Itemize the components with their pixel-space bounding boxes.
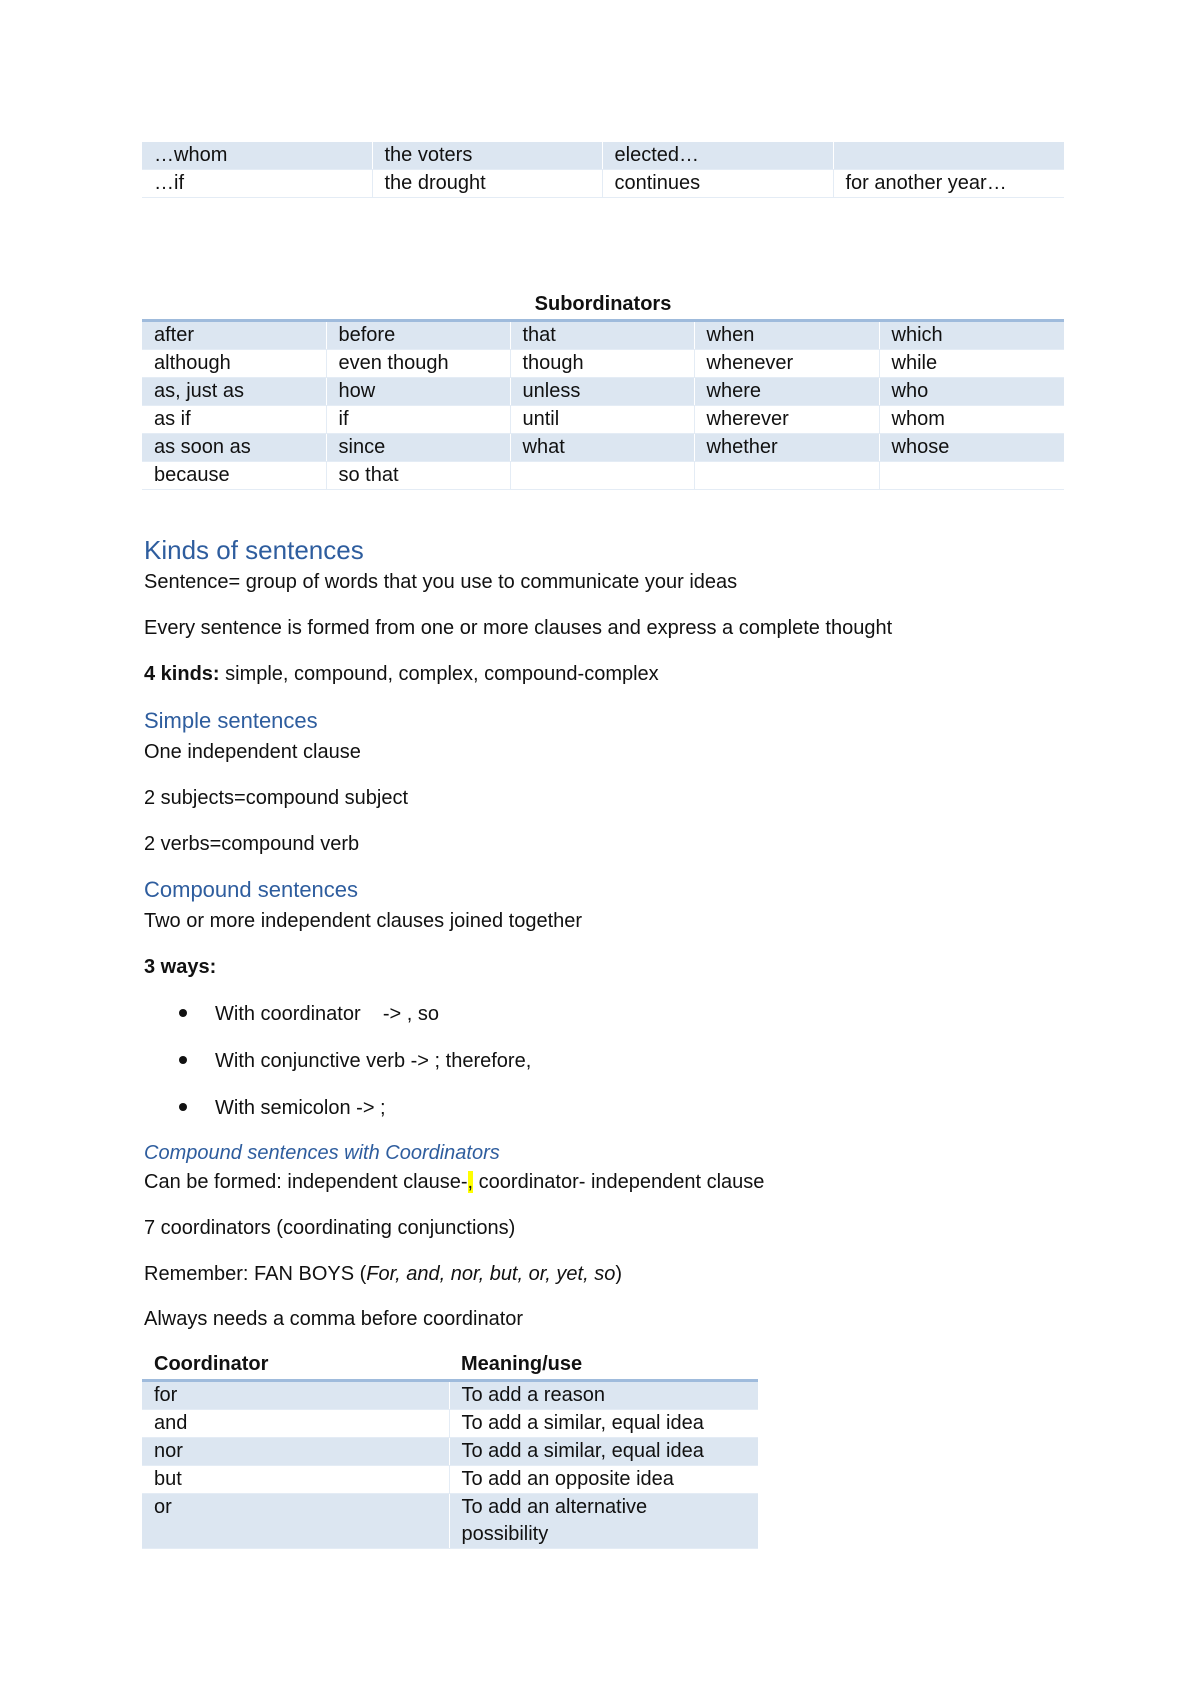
table-cell: To add a similar, equal idea (449, 1438, 758, 1466)
list-item (179, 1000, 439, 1028)
table-cell: while (879, 350, 1064, 378)
bullet-text: With coordinator -> , so (215, 1003, 439, 1025)
compound-coord-paragraph-4: Always needs a comma before coordinator (144, 1308, 524, 1330)
text-span: coordinator- independent clause (473, 1171, 765, 1193)
simple-heading: Simple sentences (144, 708, 318, 733)
table-cell: even though (326, 350, 510, 378)
clause-example-table (142, 142, 1064, 198)
coordinator-table (142, 1351, 758, 1549)
table-cell: To add an opposite idea (449, 1466, 758, 1494)
compound-heading: Compound sentences (144, 877, 359, 902)
table-cell: To add a similar, equal idea (449, 1410, 758, 1438)
table-row (142, 321, 1064, 350)
table-cell: as, just as (142, 378, 326, 406)
table-cell: but (142, 1466, 449, 1494)
compound-paragraph-1: Two or more independent clauses joined together (144, 910, 583, 932)
table-cell (879, 462, 1064, 490)
bullet-icon (179, 1103, 187, 1111)
subordinators-caption: Subordinators (534, 293, 672, 315)
table-cell: so that (326, 462, 510, 490)
table-row (142, 170, 1064, 198)
text-span: Remember: FAN BOYS ( (144, 1263, 367, 1285)
text-span: Can be formed: independent clause- (144, 1171, 468, 1193)
table-cell: as if (142, 406, 326, 434)
table-cell (833, 142, 1064, 170)
kinds-label: 4 kinds: (144, 663, 220, 685)
table-cell: To add a reason (449, 1381, 758, 1410)
compound-coord-paragraph-2: 7 coordinators (coordinating conjunctions) (144, 1217, 516, 1239)
table-cell: for another year… (833, 170, 1064, 198)
table-cell: whether (694, 434, 879, 462)
table-cell (694, 462, 879, 490)
compound-coord-paragraph-3 (144, 1260, 622, 1288)
table-cell: To add an alternative possibility (449, 1494, 758, 1549)
table-cell: …whom (142, 142, 372, 170)
table-cell: because (142, 462, 326, 490)
table-cell: though (510, 350, 694, 378)
subordinators-table (142, 319, 1064, 490)
table-cell (510, 462, 694, 490)
table-row (142, 1381, 758, 1410)
kinds-heading: Kinds of sentences (144, 535, 364, 565)
column-header: Coordinator (142, 1351, 449, 1381)
kinds-paragraph-2: Every sentence is formed from one or more clauses and express a complete thought (144, 617, 893, 639)
table-row (142, 1466, 758, 1494)
table-cell: where (694, 378, 879, 406)
table-cell: until (510, 406, 694, 434)
table-cell: whose (879, 434, 1064, 462)
table-cell: elected… (602, 142, 833, 170)
table-header-row (142, 1351, 758, 1381)
table-cell: what (510, 434, 694, 462)
compound-coord-heading: Compound sentences with Coordinators (144, 1142, 500, 1164)
table-cell: as soon as (142, 434, 326, 462)
table-row (142, 1410, 758, 1438)
table-cell: wherever (694, 406, 879, 434)
table-cell: for (142, 1381, 449, 1410)
table-row (142, 406, 1064, 434)
table-row (142, 378, 1064, 406)
table-cell: and (142, 1410, 449, 1438)
list-item (179, 1047, 531, 1075)
table-cell: since (326, 434, 510, 462)
compound-ways-label: 3 ways: (144, 956, 217, 978)
text-span: ) (615, 1263, 622, 1285)
kinds-paragraph-1: Sentence= group of words that you use to communicate your ideas (144, 571, 738, 593)
table-row (142, 1438, 758, 1466)
bullet-text: With semicolon -> ; (215, 1097, 386, 1119)
table-cell: …if (142, 170, 372, 198)
list-item (179, 1094, 386, 1122)
table-cell: after (142, 321, 326, 350)
kinds-list: simple, compound, complex, compound-complex (219, 663, 659, 685)
simple-paragraph-2: 2 subjects=compound subject (144, 787, 409, 809)
table-cell: nor (142, 1438, 449, 1466)
table-row (142, 1494, 758, 1549)
fanboys-list: For, and, nor, but, or, yet, so (366, 1263, 616, 1285)
table-cell: how (326, 378, 510, 406)
simple-paragraph-3: 2 verbs=compound verb (144, 833, 360, 855)
bullet-text: With conjunctive verb -> ; therefore, (215, 1050, 532, 1072)
table-cell: the voters (372, 142, 602, 170)
table-cell: although (142, 350, 326, 378)
table-cell: that (510, 321, 694, 350)
compound-coord-paragraph-1 (144, 1168, 764, 1196)
table-cell: continues (602, 170, 833, 198)
table-cell: unless (510, 378, 694, 406)
kinds-paragraph-3 (144, 660, 659, 688)
table-cell: before (326, 321, 510, 350)
table-row (142, 434, 1064, 462)
table-cell: who (879, 378, 1064, 406)
table-row (142, 142, 1064, 170)
highlighted-comma: , (467, 1171, 474, 1193)
table-row (142, 350, 1064, 378)
table-cell: whom (879, 406, 1064, 434)
column-header: Meaning/use (449, 1351, 758, 1381)
table-cell: or (142, 1494, 449, 1549)
bullet-icon (179, 1056, 187, 1064)
table-cell: the drought (372, 170, 602, 198)
table-row (142, 462, 1064, 490)
table-cell: whenever (694, 350, 879, 378)
simple-paragraph-1: One independent clause (144, 741, 361, 763)
table-cell: if (326, 406, 510, 434)
table-cell: which (879, 321, 1064, 350)
table-cell: when (694, 321, 879, 350)
bullet-icon (179, 1009, 187, 1017)
